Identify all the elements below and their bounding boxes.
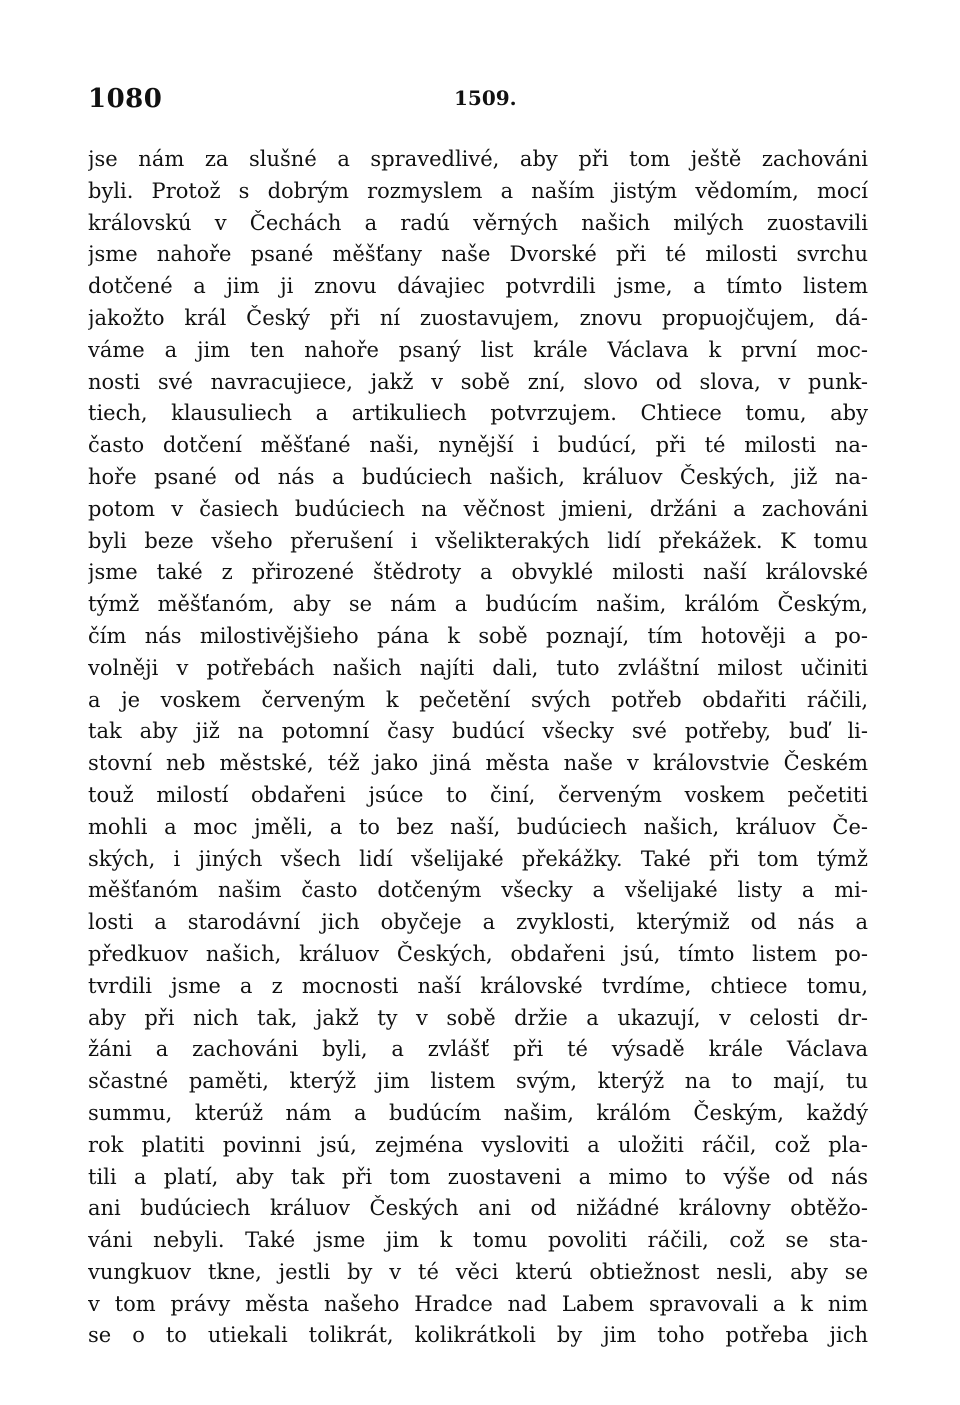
text-line: jakožto král Český při ní zuostavujem, znovu propuojčujem, dá- [88,305,868,330]
text-line: mohli a moc jměli, a to bez naší, budúciech našich, králuov Če- [88,814,868,839]
text-line: ani budúciech králuov Českých ani od nižádné královny obtěžo- [88,1196,868,1221]
text-line: summu, kterúž nám a budúcím našim, králóm Českým, každý [88,1100,868,1125]
text-line: často dotčení měšťané naši, nynější i budúcí, při té milosti na- [88,433,868,458]
text-line: losti a starodávní jich obyčeje a zvyklosti, kterýmiž od nás a [88,910,868,935]
running-head-year: 1509. [454,86,517,110]
text-line: jsme také z přirozené štědroty a obvyklé milosti naší královské [88,560,868,585]
text-line: v tom právy města našeho Hradce nad Labem spravovali a k nim [88,1291,868,1316]
text-line: měšťanóm našim často dotčeným všecky a všelijaké listy a mi- [88,878,868,903]
page-header [88,84,868,124]
text-line: předkuov našich, králuov Českých, obdařeni jsú, tímto listem po- [88,941,868,966]
body-text [88,144,868,1352]
text-line: a je voskem červeným k pečetění svých potřeb obdařiti ráčili, [88,687,868,712]
text-line: rok platiti povinni jsú, zejména vysloviti a uložiti ráčil, což pla- [88,1132,868,1157]
text-line: ských, i jiných všech lidí všelijaké překážky. Také při tom týmž [88,846,868,871]
text-line: stovní neb městské, též jako jiná města naše v královstvie Českém [88,751,868,776]
text-line: hoře psané od nás a budúciech našich, králuov Českých, již na- [88,464,868,489]
text-line: aby při nich tak, jakž ty v sobě držie a ukazují, v celosti dr- [88,1005,868,1030]
text-line: tvrdili jsme a z mocnosti naší královské tvrdíme, chtiece tomu, [88,973,868,998]
text-line: vungkuov tkne, jestli by v té věci kterú obtiežnost nesli, aby se [88,1259,868,1284]
text-line: touž milostí obdařeni jsúce to činí, červeným voskem pečetiti [88,782,868,807]
text-line: jsme nahoře psané měšťany naše Dvorské při té milosti svrchu [88,242,868,267]
text-line: týmž měšťanóm, aby se nám a budúcím našim, králóm Českým, [88,592,868,617]
text-line: se o to utiekali tolikrát, kolikrátkoli by jim toho potřeba jich [88,1323,868,1348]
text-line: volněji v potřebách našich najíti dali, tuto zvláštní milost učiniti [88,655,868,680]
text-line: byli. Protož s dobrým rozmyslem a naším jistým vědomím, mocí [88,178,868,203]
text-line: jse nám za slušné a spravedlivé, aby při tom ještě zachováni [88,147,868,171]
page-number: 1080 [88,84,163,114]
text-line: sčastné paměti, kterýž jim listem svým, kterýž na to mají, tu [88,1069,868,1094]
text-line: královskú v Čechách a radú věrných našich milých zuostavili [88,210,868,235]
text-line: dotčené a jim ji znovu dávajiec potvrdili jsme, a tímto listem [88,274,868,299]
text-line: žáni a zachováni byli, a zvlášť při té výsadě krále Václava [88,1037,868,1062]
text-line: byli beze všeho přerušení i všelikterakých lidí překážek. K tomu [88,528,868,553]
text-line: čím nás milostivějšieho pána k sobě poznají, tím hotověji a po- [88,623,868,648]
text-line: nosti své navracujiece, jakž v sobě zní, slovo od slova, v punk- [88,369,868,394]
text-line: váni nebyli. Také jsme jim k tomu povoliti ráčili, což se sta- [88,1228,868,1253]
text-line: váme a jim ten nahoře psaný list krále Václava k první moc- [88,337,868,362]
text-line: potom v časiech budúciech na věčnost jmieni, držáni a zachováni [88,496,868,521]
text-line: tiech, klausuliech a artikuliech potvrzujem. Chtiece tomu, aby [88,401,868,426]
text-line: tak aby již na potomní časy budúcí všecky své potřeby, buď li- [88,719,868,744]
text-line: tili a platí, aby tak při tom zuostaveni a mimo to výše od nás [88,1164,868,1189]
